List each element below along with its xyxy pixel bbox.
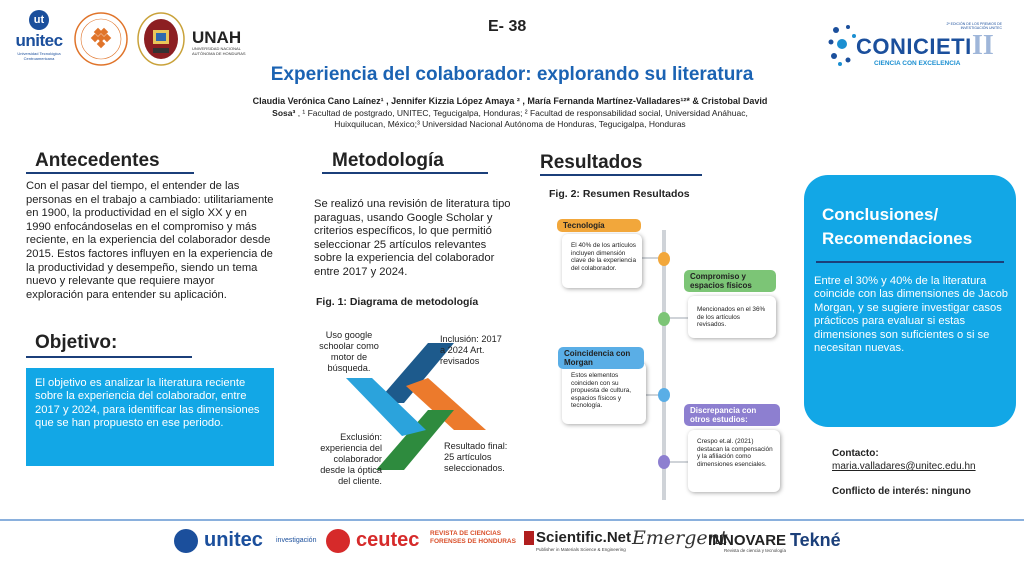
unah-subtitle: UNIVERSIDAD NACIONAL AUTÓNOMA DE HONDURAS (192, 46, 246, 56)
footer-scientific-mark-icon (524, 531, 534, 545)
affiliations-line1: , ¹ Facultad de postgrado, UNITEC, Tegucigalpa, Honduras; ² Facultad de responsabilidad social, Universidad Anáhuac, (295, 108, 748, 118)
footer-innovare-logo: INNOVARE (708, 532, 787, 549)
authors-line2: Sosa³ (272, 108, 296, 118)
unitec-mark: ut (29, 10, 49, 30)
footer-tekne-logo: Tekné (790, 530, 841, 550)
affiliations (210, 108, 810, 130)
result-tag-1: Tecnología (557, 219, 641, 232)
authors-line1: Claudia Verónica Cano Laínez¹ , Jennifer Kizzia López Amaya ² , María Fernanda Martínez-Valladares¹²* & Cristobal David (252, 96, 768, 106)
footer-investigacion: investigación (276, 537, 317, 544)
metodologia-text: Se realizó una revisión de literatura tipo paraguas, usando Google Scholar y criterios específicos, lo que permitió seleccionar 25 artículos relevantes sobre la experiencia del colaborador entre 2017 y 2024. (314, 198, 511, 278)
objetivo-text: El objetivo es analizar la literatura reciente sobre la experiencia del colaborador, entre 2017 y 2024, para identificar las dimensiones que se han propuesto en ese periodo. (35, 377, 260, 430)
conicieti-roman: II (972, 30, 994, 61)
contact-email-link[interactable]: maria.valladares@unitec.edu.hn (832, 461, 976, 472)
timeline-dot-3 (658, 388, 670, 402)
molecule-icon (826, 22, 860, 68)
metodologia-heading: Metodología (332, 150, 444, 171)
affiliations-line2: Huixquilucan, México;³ Universidad Nacional Autónoma de Honduras, Tegucigalpa, Honduras (334, 119, 686, 129)
poster-code: E- 38 (488, 18, 527, 35)
conflict-of-interest: Conflicto de interés: ninguno (832, 486, 971, 497)
conclusiones-heading-line2: Recomendaciones (822, 229, 973, 248)
diagram-label-result: Resultado final: 25 artículos seleccionados. (444, 441, 508, 473)
anahuac-seal-logo (74, 12, 128, 66)
antecedentes-underline (26, 172, 194, 174)
result-tag-2: Compromiso y espacios físicos (684, 270, 776, 292)
fig2-caption: Fig. 2: Resumen Resultados (549, 188, 690, 200)
unitec-word: unitec (15, 31, 63, 50)
unah-shield-logo (136, 12, 186, 66)
conclusiones-text: Entre el 30% y 40% de la literatura coincide con las dimensiones de Jacob Morgan, y se sugiere investigar casos prácticos para evaluar si estas dimensiones son suficientes o si se necesitan nuevas. (814, 275, 1009, 355)
result-text-2: Mencionados en el 36% de los artículos revisados. (697, 306, 766, 329)
conclusiones-heading (822, 203, 972, 251)
timeline-dot-1 (658, 252, 670, 266)
objetivo-underline (26, 356, 192, 358)
authors (210, 96, 810, 107)
resultados-heading: Resultados (540, 152, 643, 173)
timeline-dot-4 (658, 455, 670, 469)
footer-innovare-sub: Revista de ciencia y tecnología (724, 548, 787, 553)
result-tag-3: Coincidencia con Morgan (558, 347, 644, 369)
resultados-underline (540, 174, 702, 176)
result-card-4 (688, 430, 780, 492)
fig1-caption: Fig. 1: Diagrama de metodología (316, 296, 479, 308)
conclusiones-underline (816, 261, 1004, 263)
diagram-label-exclusion: Exclusión: experiencia del colaborador desde la óptica del cliente. (320, 432, 382, 486)
antecedentes-heading: Antecedentes (35, 150, 160, 171)
conclusiones-box (804, 175, 1016, 427)
result-text-3: Estos elementos coinciden con su propuesta de cultura, espacios físicos y tecnología. (571, 372, 632, 410)
antecedentes-text: Con el pasar del tiempo, el entender de las personas en el trabajo a cambiado: utilitariamente en 1900, la productividad en el siglo XX y en 1990 enfocándoselas en el compromiso y más reciente, en la experiencia del colaborador desde 2015. Estos factores influyen en la experiencia de la productividad y desempeño, siendo un tema nuevo y relevante que requiere mayor exploración para entender su aplicación. (26, 180, 274, 301)
unitec-subtitle: Universidad Tecnológica Centroamericana (17, 51, 61, 61)
footer-revista-logo: REVISTA DE CIENCIAS FORENSES DE HONDURAS (430, 530, 516, 545)
footer-emergent-logo: Emergent (632, 527, 728, 549)
unah-wordmark: UNAH (192, 28, 242, 47)
result-card-2 (688, 296, 776, 338)
diagram-label-inclusion: Inclusión: 2017 a 2024 Art. revisados (440, 334, 502, 366)
footer-unitec-logo: unitec (204, 529, 263, 551)
footer-divider (0, 519, 1024, 521)
conclusiones-heading-line1: Conclusiones/ (822, 205, 939, 224)
conicieti-name: CONICIETI (856, 34, 972, 59)
poster-title: Experiencia del colaborador: explorando su literatura (270, 64, 754, 85)
contact-label: Contacto: (832, 448, 879, 459)
footer-scientific-logo: Scientific.Net (536, 529, 632, 546)
result-card-3 (562, 362, 646, 424)
result-tag-4: Discrepancia con otros estudios: (684, 404, 780, 426)
result-card-1 (562, 234, 642, 288)
footer-ceutec-logo: ceutec (356, 529, 420, 551)
footer-unitec-mark-icon (174, 529, 198, 553)
diagram-label-search: Uso google schoolar como motor de búsqueda. (319, 330, 379, 373)
conicieti-edition: 2ª EDICIÓN DE LOS PREMIOS DE INVESTIGACIÓN UNITEC (946, 22, 1002, 30)
metodologia-underline (322, 172, 488, 174)
result-text-4: Crespo et.al. (2021) destacan la compensación y la afiliación como dimensiones esenciales. (697, 438, 773, 468)
objetivo-box (26, 368, 274, 466)
conicieti-tagline: CIENCIA CON EXCELENCIA (874, 60, 961, 67)
unitec-logo (6, 10, 72, 64)
result-text-1: El 40% de los artículos incluyen dimensión clave de la experiencia del colaborador. (571, 242, 637, 272)
footer-scientific-sub: Publisher in Materials Science & Engineering (536, 547, 626, 552)
footer-ceutec-mark-icon (326, 529, 350, 553)
timeline-dot-2 (658, 312, 670, 326)
objetivo-heading: Objetivo: (35, 332, 118, 353)
